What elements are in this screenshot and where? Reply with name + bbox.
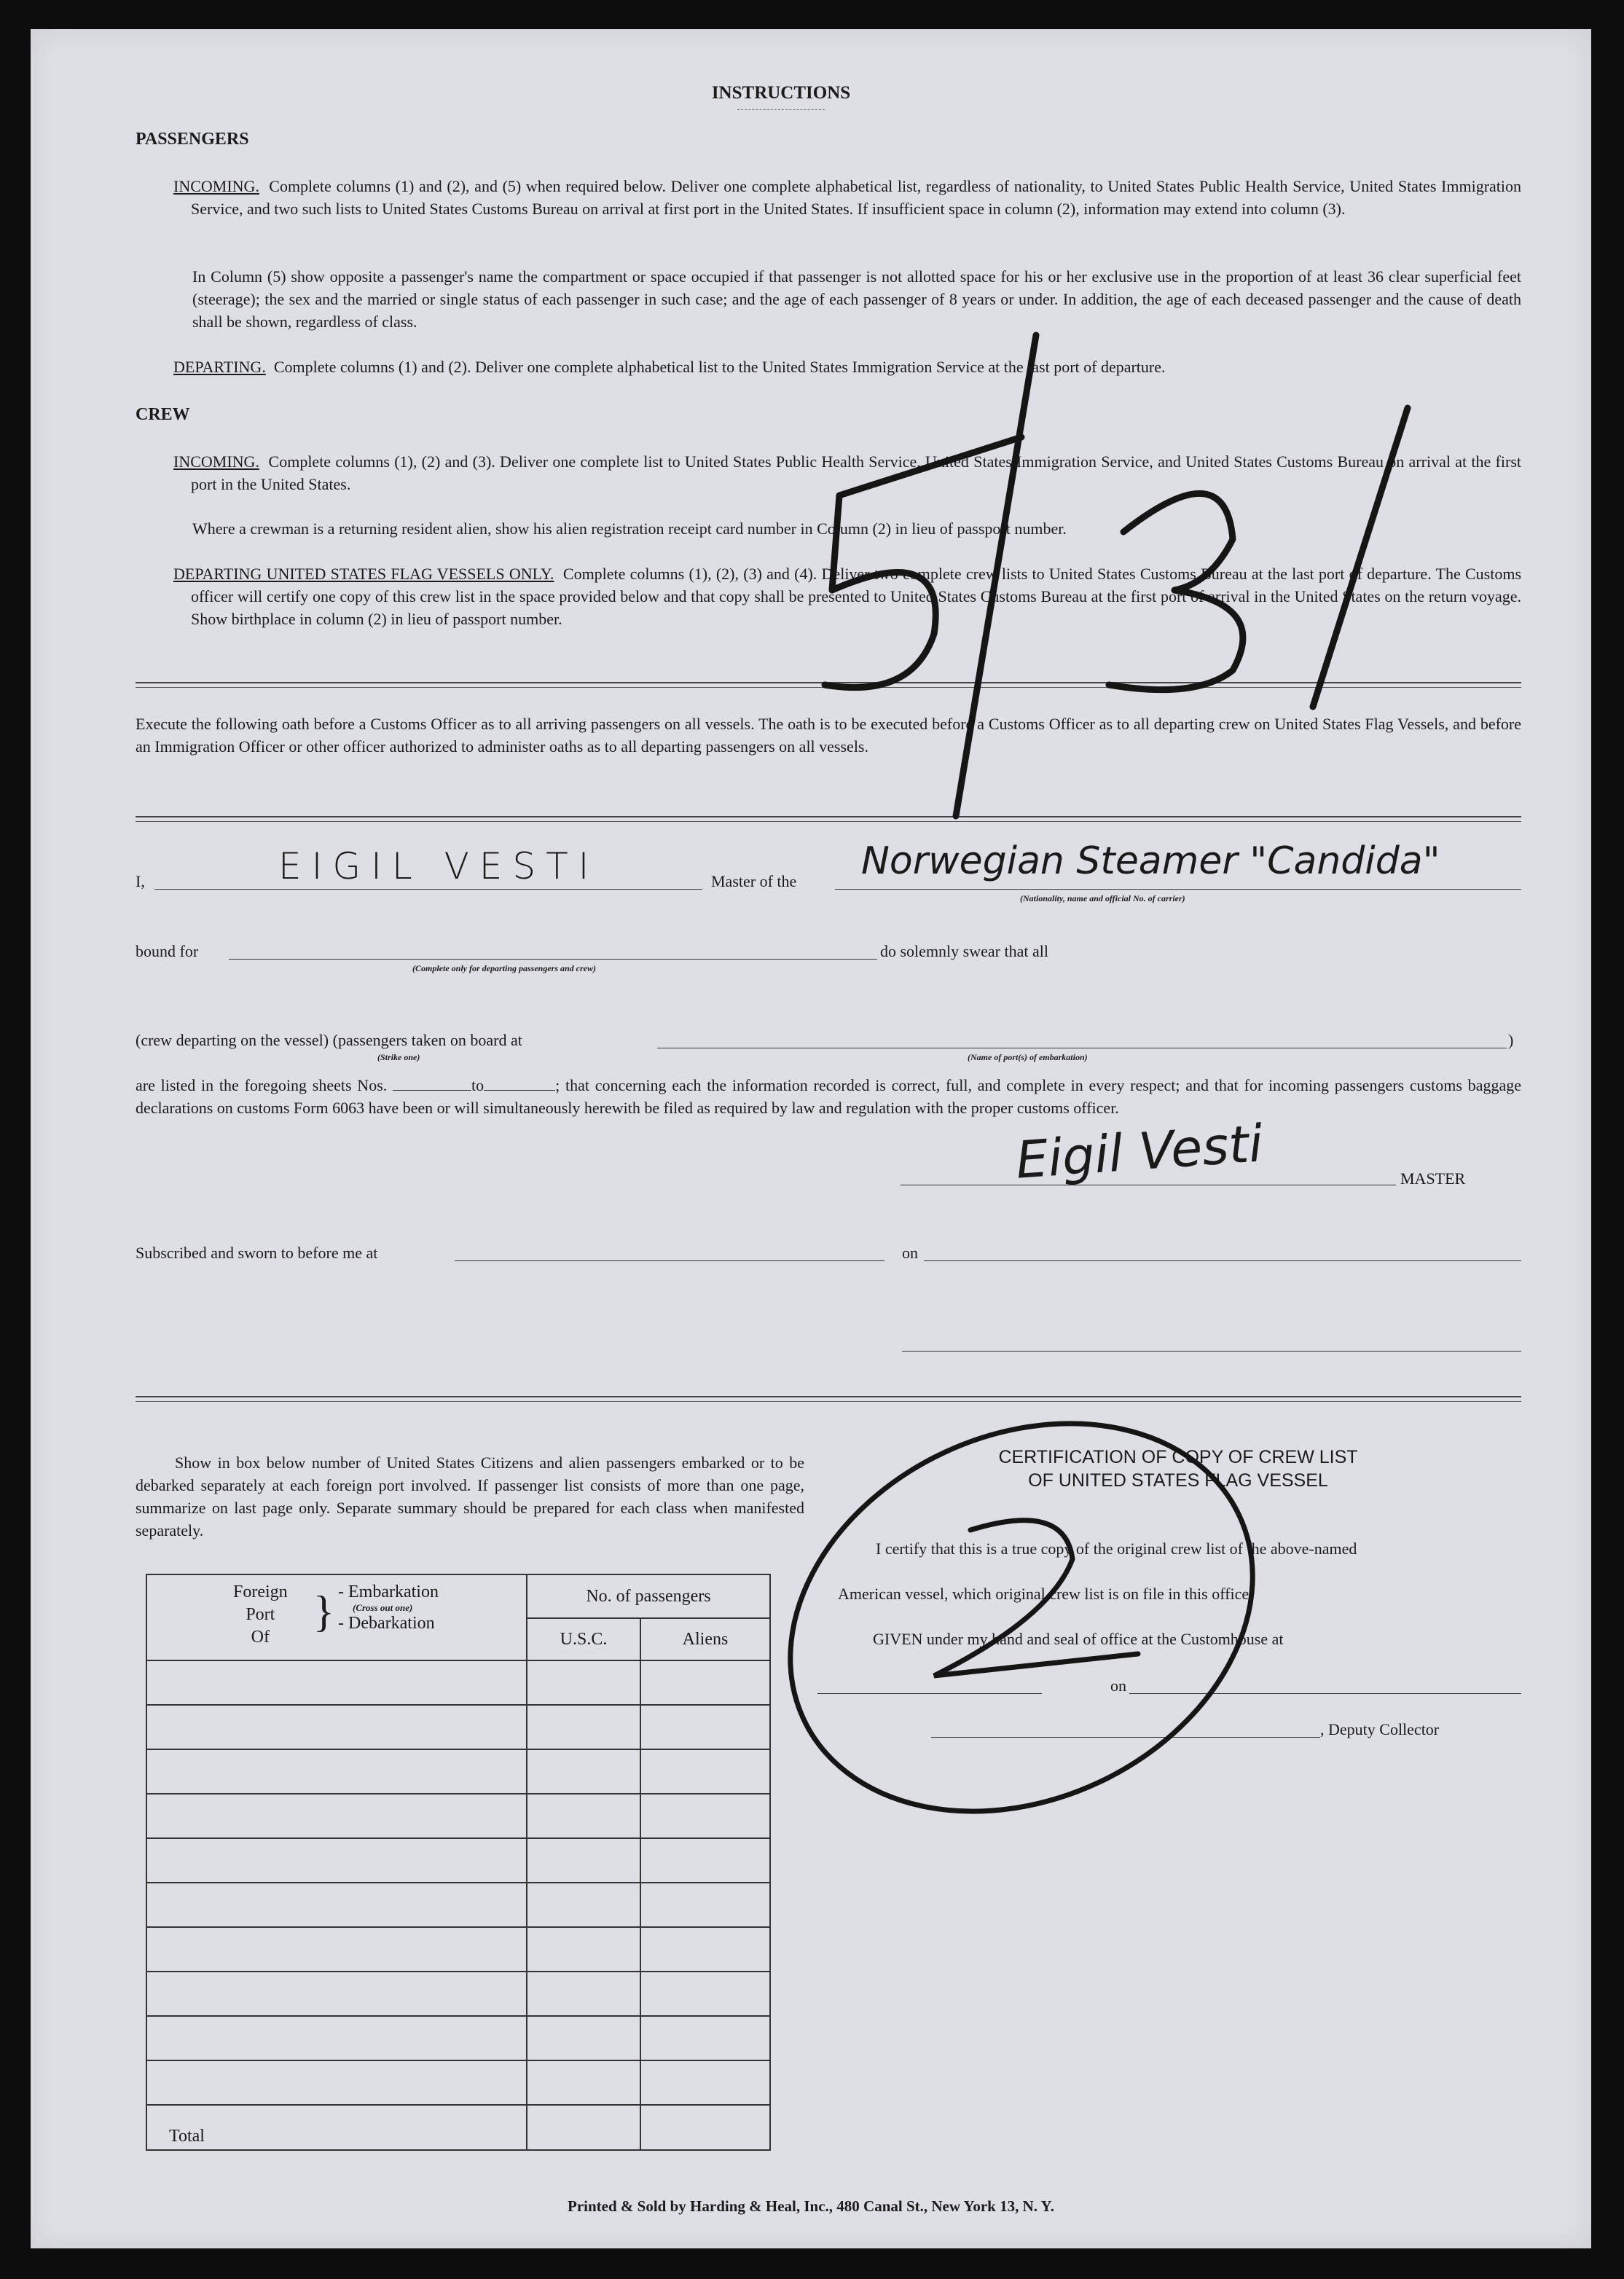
port-header-cell [146,1574,527,1660]
debarkation-label[interactable]: - Debarkation [338,1614,435,1633]
usc-cell[interactable] [527,1660,640,1705]
aliens-cell[interactable] [640,1838,770,1883]
aliens-cell[interactable] [640,1749,770,1794]
port-cell[interactable] [146,1972,527,2016]
port-cell[interactable] [146,1794,527,1838]
vessel-line [835,889,1521,890]
master-signature: Eigil Vesti [1013,1113,1265,1191]
usc-cell[interactable] [527,1749,640,1794]
summary-instructions: Show in box below number of United States Citizens and alien passengers embarked or to be debarked separately at each foreign port involved. If passenger list consists of more than one page, summarize on last page only. Separate summary should be prepared for each class when manifested separately. [136,1454,804,1539]
foreign-label: Foreign [233,1582,288,1601]
aliens-cell[interactable] [640,1927,770,1972]
no-passengers-header: No. of passengers [527,1574,770,1618]
table-row [146,1972,770,2016]
divider [136,682,1521,683]
port-label: Port [246,1605,275,1624]
aliens-cell[interactable] [640,2016,770,2060]
usc-cell[interactable] [527,1838,640,1883]
certification-title-line2: OF UNITED STATES FLAG VESSEL [1028,1470,1328,1491]
total-row [146,2105,770,2150]
listed-label: are listed in the foregoing sheets Nos. [136,1076,388,1094]
port-cell[interactable] [146,2060,527,2105]
table-row [146,1883,770,1927]
crew-incoming-text: Complete columns (1), (2) and (3). Deliver one complete list to United States Public Health Service, United States Immigration Service, and United States Customs Bureau on arrival at the first port in the United States. [191,452,1521,493]
divider [136,1396,1521,1397]
usc-cell[interactable] [527,1883,640,1927]
aliens-cell[interactable] [640,2060,770,2105]
table-row [146,1749,770,1794]
master-label: MASTER [1400,1169,1466,1188]
table-row [146,1660,770,1705]
port-cell[interactable] [146,1705,527,1749]
master-name-field[interactable]: EIGIL VESTI [278,845,600,887]
given-text: GIVEN under my hand and seal of office at the Customhouse at [873,1630,1284,1648]
crew-heading: CREW [136,405,190,424]
column5-paragraph: In Column (5) show opposite a passenger's name the compartment or space occupied if that passenger is not allotted space for his or her exclusive use in the proportion of at least 36 clear superficial feet (steerage); the sex and the married or single status of each passenger in such case; and the age of each passenger of 8 years or under. In addition, the age of each deceased passenger and the cause of death shall be shown, regardless of class. [192,267,1521,331]
divider [136,1401,1521,1402]
port-cell[interactable] [146,1838,527,1883]
form-sheet [31,29,1591,2248]
usc-cell[interactable] [527,1972,640,2016]
passengers-incoming-text: Complete columns (1) and (2), and (5) when required below. Deliver one complete alphabetical list, regardless of nationality, to United States Public Health Service, United States Immigration Service, and two such lists to United States Customs Bureau on arrival at first port in the United States. If insufficient space in column (2), information may extend into column (3). [191,177,1522,218]
certify-text: I certify that this is a true copy of the original crew list of the above-named [876,1539,1357,1558]
table-row [146,1705,770,1749]
embarkation-label[interactable]: - Embarkation [338,1582,439,1601]
passengers-incoming-paragraph [173,175,1521,220]
deputy-label: , Deputy Collector [1320,1720,1440,1738]
aliens-cell[interactable] [640,1705,770,1749]
subscribed-label: Subscribed and sworn to before me at [136,1244,378,1262]
table-row [146,1927,770,1972]
passengers-departing-paragraph [173,356,1521,378]
page-title: INSTRUCTIONS [711,83,851,103]
usc-cell[interactable] [527,2016,640,2060]
master-name-line [154,889,702,890]
vessel-caption: (Nationality, name and official No. of carrier) [1020,893,1185,903]
table-row [146,1794,770,1838]
crew-departing-oath: (crew departing on the vessel) (passengers taken on board at [136,1031,522,1049]
passengers-heading: PASSENGERS [136,130,249,149]
aliens-cell[interactable] [640,1794,770,1838]
strike-caption: (Strike one) [377,1052,420,1062]
passengers-departing-text: Complete columns (1) and (2). Deliver one complete alphabetical list to the United States Immigration Service at the last port of departure. [273,358,1166,376]
port-cell[interactable] [146,1883,527,1927]
usc-cell[interactable] [527,1705,640,1749]
foreign-port-of [233,1581,288,1649]
sheet-to-field[interactable] [484,1075,555,1091]
aliens-total-cell[interactable] [640,2105,770,2150]
usc-cell[interactable] [527,1927,640,1972]
passengers-incoming-label: INCOMING. [173,177,259,195]
crew-departing-label: DEPARTING UNITED STATES FLAG VESSELS ONLY. [173,565,554,583]
aliens-header: Aliens [640,1618,770,1660]
handwritten-circle-number: 2 [992,1612,997,1620]
sheet-from-field[interactable] [393,1075,471,1091]
divider [136,687,1521,688]
usc-total-cell[interactable] [527,2105,640,2150]
table-row [146,1838,770,1883]
port-caption: (Name of port(s) of embarkation) [968,1052,1088,1062]
usc-cell[interactable] [527,1794,640,1838]
officer-signature-line[interactable] [902,1351,1521,1352]
vessel-field[interactable]: Norwegian Steamer "Candida" [861,839,1440,883]
crew-departing-text: Complete columns (1), (2), (3) and (4). Deliver two complete crew lists to United States Customs Bureau at the last port of departure. The Customs officer will certify one copy of this crew list in the space provided below and that copy shall be presented to United States Customs Bureau at the first port of arrival in the United States on the return voyage. Show birthplace in column (2) in lieu of passport number. [191,565,1522,628]
usc-header: U.S.C. [527,1618,640,1660]
printer-line: Printed & Sold by Harding & Heal, Inc., 480 Canal St., New York 13, N. Y. [568,2197,1054,2215]
bound-for-line[interactable] [229,959,877,960]
listed-paragraph [136,1074,1521,1119]
table-row [146,2060,770,2105]
swear-text: do solemnly swear that all [880,942,1048,960]
master-of-label: Master of the [711,872,797,890]
american-text: American vessel, which original crew list is on file in this office. [838,1585,1253,1603]
of-label: Of [251,1628,270,1647]
table-row [146,2016,770,2060]
divider [136,816,1521,817]
customhouse-line[interactable] [817,1693,1042,1694]
crew-incoming-label: INCOMING. [173,452,259,471]
total-label: Total [146,2105,527,2150]
title-underline [737,109,825,110]
aliens-cell[interactable] [640,1883,770,1927]
circled-number-marks [726,1351,1316,1884]
bound-caption: (Complete only for departing passengers and crew) [412,963,596,973]
subscribed-place-line[interactable] [455,1260,884,1261]
close-paren: ) [1508,1031,1514,1049]
circle-mark [726,1351,1316,1884]
usc-cell[interactable] [527,2060,640,2105]
crew-departing-paragraph [173,562,1521,630]
bound-for-label: bound for [136,942,199,960]
passengers-departing-label: DEPARTING. [173,358,266,376]
subscribed-on-label: on [902,1244,918,1262]
passenger-summary-table [146,1574,771,2151]
divider [136,821,1521,822]
port-cell[interactable] [146,1749,527,1794]
oath-i-label: I, [136,872,145,890]
brace-icon: } [313,1588,334,1636]
listed-rest: ; that concerning each the information recorded is correct, full, and complete in every respect; and that for incoming passengers customs baggage declarations on customs Form 6063 have been or will simultaneously herewith be filed as required by law and regulation with the proper customs officer. [136,1076,1522,1117]
embark-options [338,1582,439,1633]
cross-out-label: (Cross out one) [353,1602,413,1613]
port-cell[interactable] [146,1660,527,1705]
crew-incoming-paragraph [173,450,1521,495]
to-label: to [471,1076,485,1094]
certification-title [832,1446,1524,1492]
aliens-cell[interactable] [640,1972,770,2016]
cert-on-label: on [1110,1676,1126,1695]
certification-title-line1: CERTIFICATION OF COPY OF CREW LIST [998,1447,1358,1467]
port-cell[interactable] [146,1927,527,1972]
handwritten-date-text: 5/31 [934,679,951,687]
cert-date-line[interactable] [1129,1693,1521,1694]
oath-instruction: Execute the following oath before a Customs Officer as to all arriving passengers on all vessels. The oath is to be executed before a Customs Officer as to all departing crew on United States Flag Vessels, and before an Immigration Officer or other officer authorized to administer oaths as to all departing passengers on all vessels. [136,715,1521,756]
port-cell[interactable] [146,2016,527,2060]
deputy-signature-line[interactable] [931,1737,1320,1738]
crewman-paragraph: Where a crewman is a returning resident alien, show his alien registration receipt card number in Column (2) in lieu of passport number. [192,519,1067,538]
aliens-cell[interactable] [640,1660,770,1705]
subscribed-date-line[interactable] [924,1260,1521,1261]
